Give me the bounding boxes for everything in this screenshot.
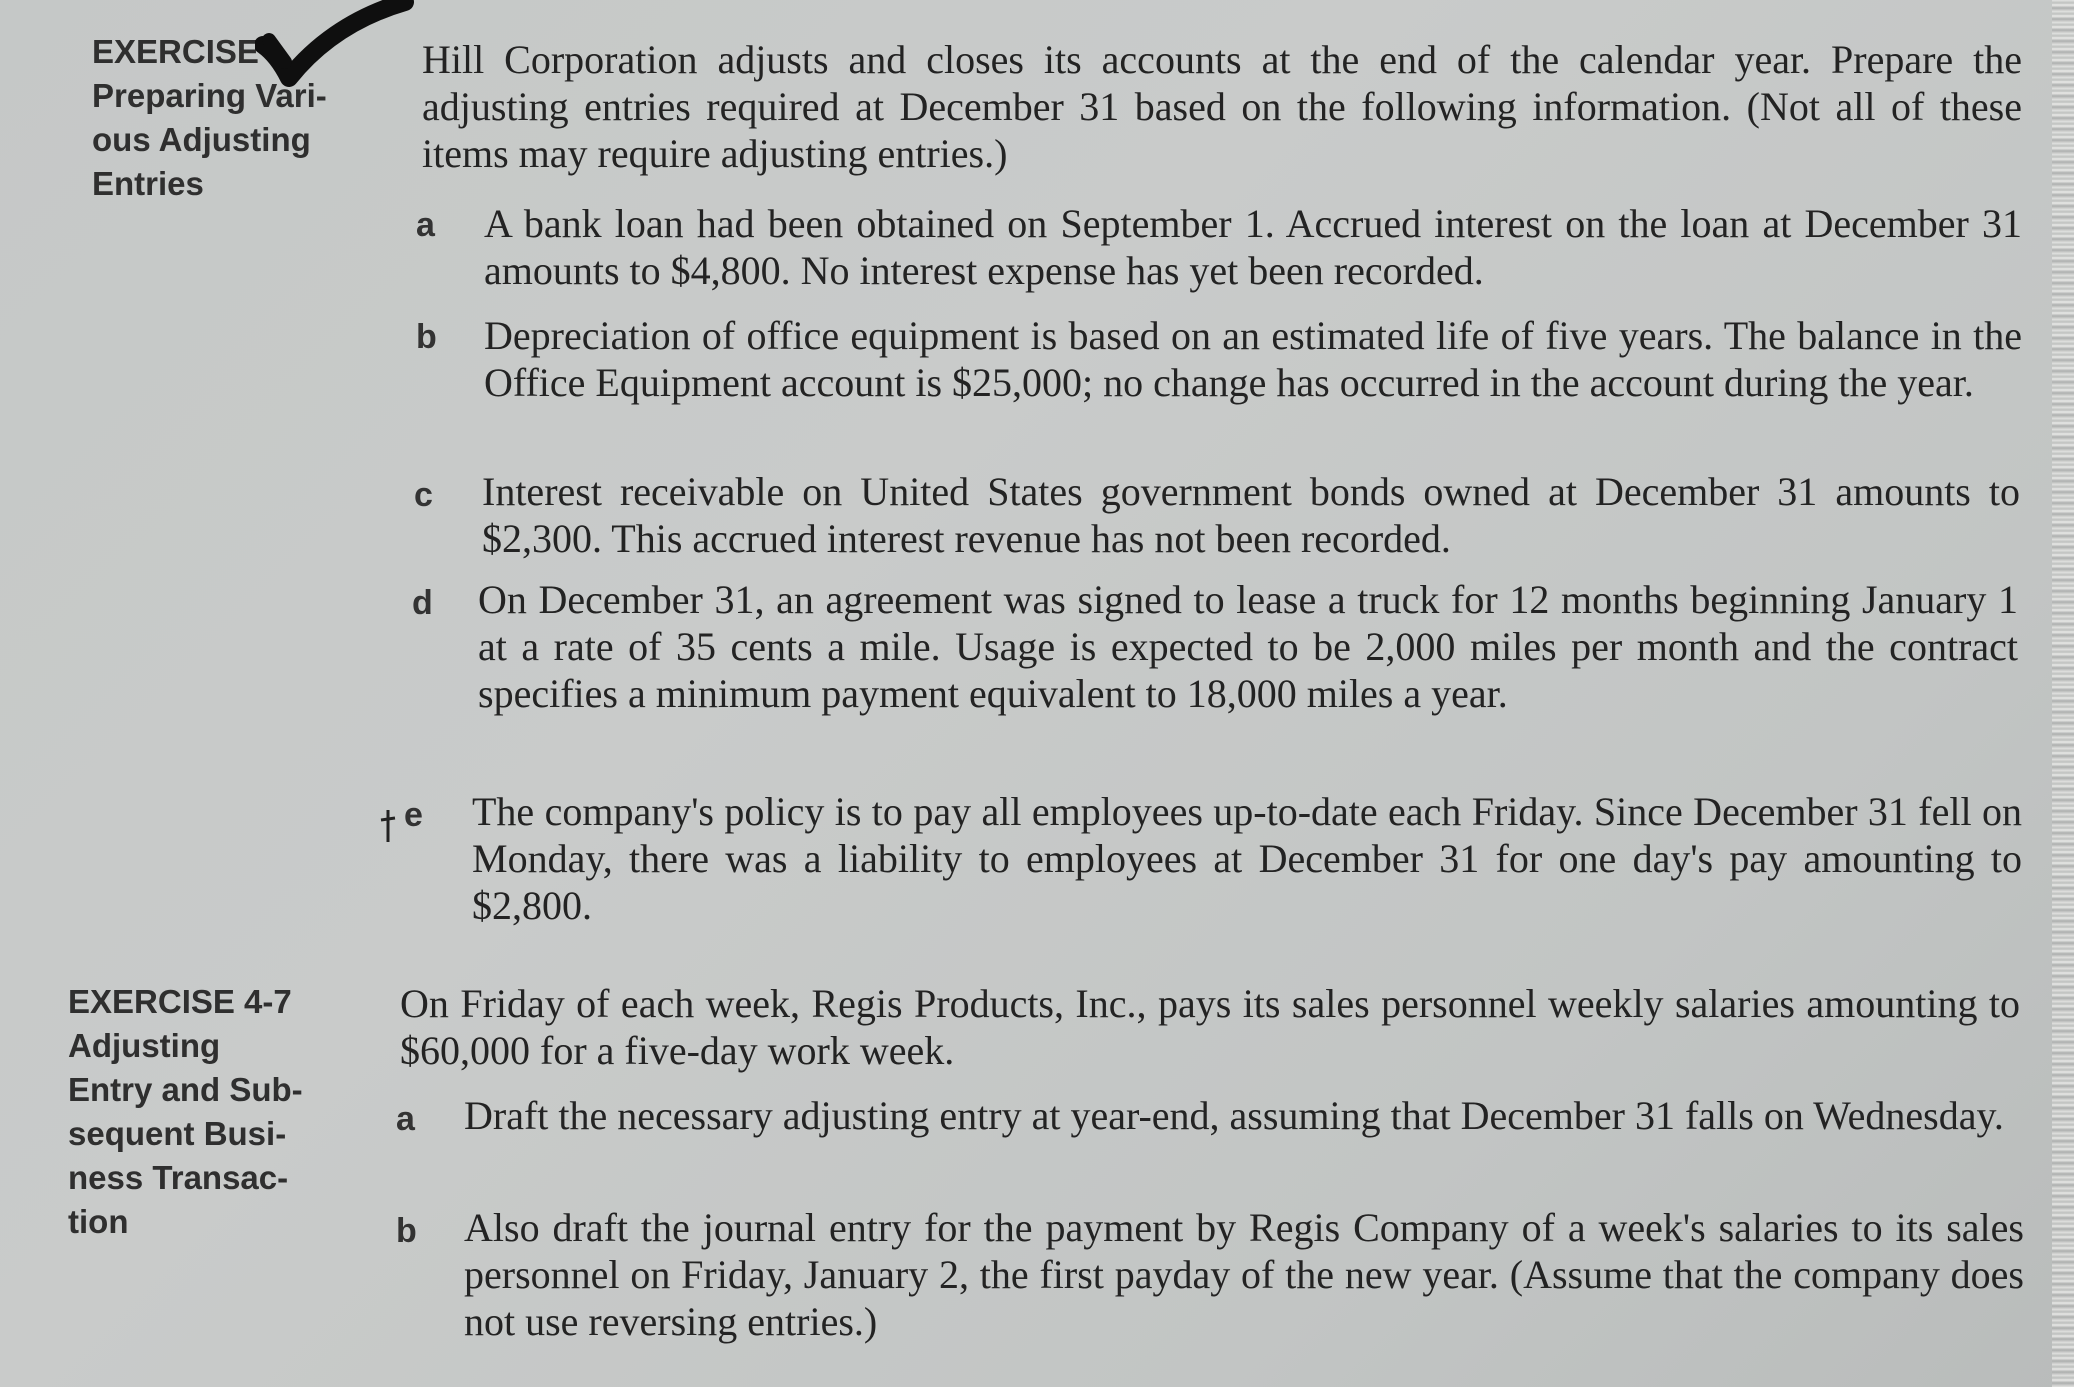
item-letter: b bbox=[416, 318, 437, 356]
item-letter: a bbox=[416, 206, 435, 244]
item-letter: e bbox=[404, 796, 423, 834]
exercise-2-heading: EXERCISE 4-7 bbox=[68, 983, 292, 1020]
exercise-1-item-c bbox=[414, 468, 2026, 568]
item-letter: a bbox=[396, 1100, 415, 1138]
exercise-1-item-b bbox=[416, 312, 2026, 452]
item-text: Interest receivable on United States government bonds owned at December 31 amounts to $2,300. This accrued interest revenue has not been recorded. bbox=[482, 469, 2020, 561]
exercise-2-intro: On Friday of each week, Regis Products, Inc., pays its sales personnel weekly salaries amounting to $60,000 for a five-day work week. bbox=[400, 981, 2020, 1073]
exercise-2-title-line: sequent Busi- bbox=[68, 1115, 287, 1152]
checkmark-pen-mark bbox=[255, 0, 415, 100]
pen-tick-icon bbox=[378, 806, 398, 846]
exercise-1-title-line: ous Adjusting bbox=[92, 121, 311, 158]
exercise-1-heading: EXERCISE bbox=[92, 33, 259, 70]
item-letter: c bbox=[414, 476, 433, 514]
item-letter: d bbox=[412, 584, 433, 622]
exercise-2-title-line: ness Transac- bbox=[68, 1159, 289, 1196]
item-text: Draft the necessary adjusting entry at year-end, assuming that December 31 falls on Wednesday. bbox=[464, 1093, 2004, 1138]
exercise-1-title-line: Entries bbox=[92, 165, 204, 202]
exercise-2-sidebar bbox=[68, 980, 368, 1244]
item-text: On December 31, an agreement was signed to lease a truck for 12 months beginning January 1 at a rate of 35 cents a mile. Usage is expected to be 2,000 miles per month and the contract specifies a minimum payment equivalent to 18,000 miles a year. bbox=[478, 577, 2018, 716]
exercise-1-item-a bbox=[416, 200, 2026, 300]
exercise-1-intro: Hill Corporation adjusts and closes its accounts at the end of the calendar year. Prepare the adjusting entries required at December 31 based on the following information. (Not all of these items may require adjusting entries.) bbox=[422, 37, 2022, 176]
exercise-2-title-line: Adjusting bbox=[68, 1027, 221, 1064]
item-text: The company's policy is to pay all employees up-to-date each Friday. Since December 31 fell on Monday, there was a liability to employees at December 31 for one day's pay amounting to $2,800. bbox=[472, 789, 2022, 928]
item-text: A bank loan had been obtained on September 1. Accrued interest on the loan at December 31 amounts to $4,800. No interest expense has yet been recorded. bbox=[484, 201, 2022, 293]
item-text: Also draft the journal entry for the payment by Regis Company of a week's salaries to its sales personnel on Friday, January 2, the first payday of the new year. (Assume that the company does not use reversing entries.) bbox=[464, 1205, 2024, 1344]
item-letter: b bbox=[396, 1212, 417, 1250]
exercise-1-item-e bbox=[404, 788, 2026, 938]
page-edge bbox=[2052, 0, 2074, 1387]
exercise-2-item-b bbox=[396, 1204, 2026, 1354]
exercise-1-item-d bbox=[412, 576, 2026, 766]
exercise-2-item-a bbox=[396, 1092, 2026, 1192]
exercise-1-title-line: Preparing Vari- bbox=[92, 77, 327, 114]
exercise-2-title-line: Entry and Sub- bbox=[68, 1071, 303, 1108]
exercise-2-title-line: tion bbox=[68, 1203, 129, 1240]
item-text: Depreciation of office equipment is based on an estimated life of five years. The balance in the Office Equipment account is $25,000; no change has occurred in the account during the year. bbox=[484, 313, 2022, 405]
